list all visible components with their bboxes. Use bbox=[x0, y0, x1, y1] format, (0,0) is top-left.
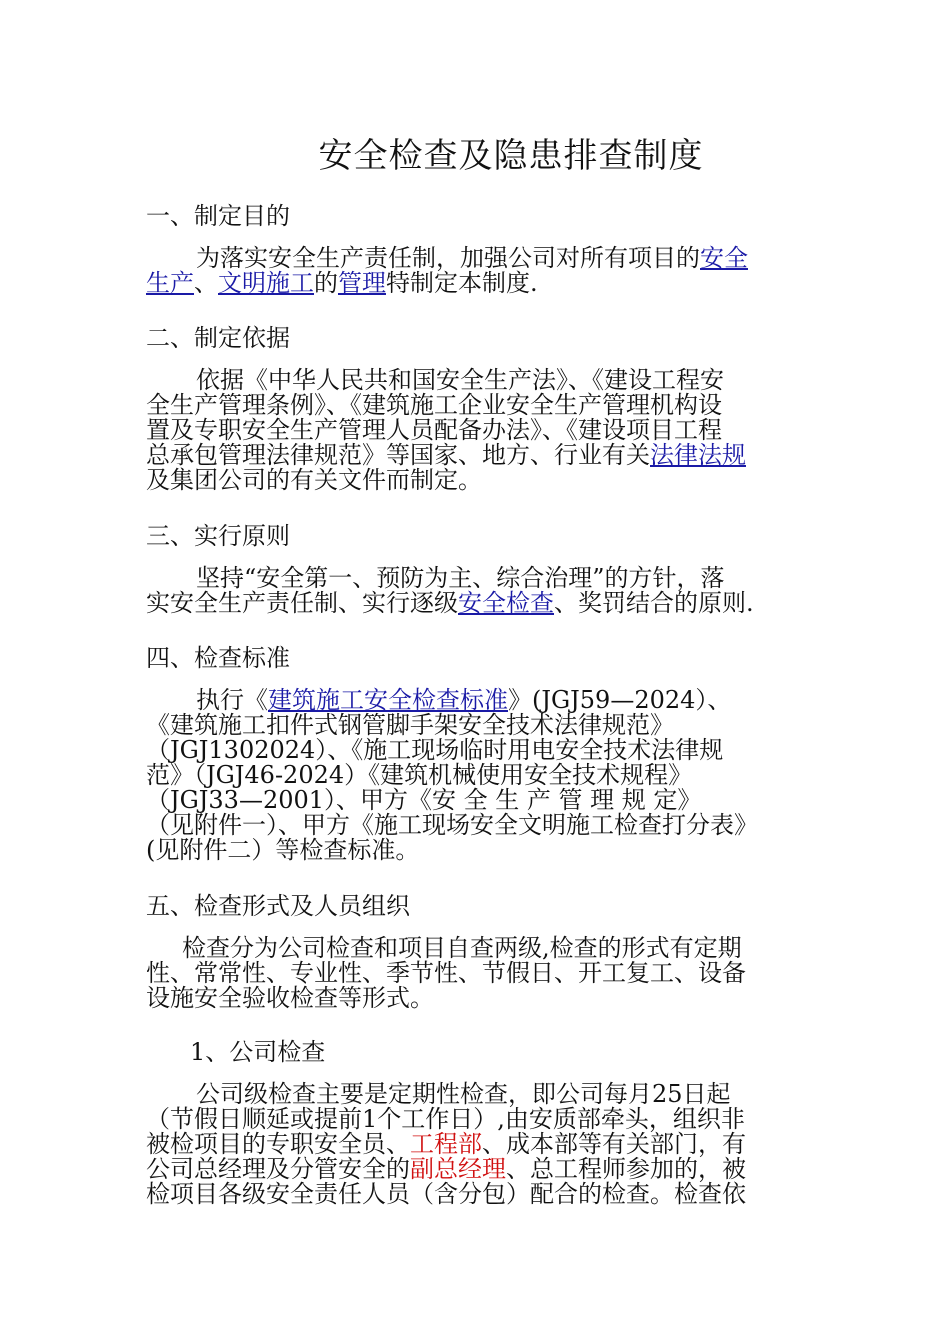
text-line: 公司级检查主要是定期性检查，即公司每月25日起 bbox=[196, 1080, 731, 1108]
link-inspection-standard[interactable]: 建筑施工安全检查标准 bbox=[268, 686, 508, 714]
text-line bbox=[146, 1132, 806, 1157]
paragraph-forms bbox=[146, 936, 806, 1011]
text-line: 置及专职安全生产管理人员配备办法》、《建设项目工程 bbox=[146, 416, 722, 444]
text-line: 设施安全验收检查等形式。 bbox=[146, 984, 434, 1012]
text-line bbox=[146, 688, 806, 713]
text-line: （JGJ1302024）、《施工现场临时用电安全技术法律规 bbox=[146, 736, 724, 764]
paragraph-principles bbox=[146, 566, 806, 616]
text-line: 依据《中华人民共和国安全生产法》、《建设工程安 bbox=[196, 366, 724, 394]
link-safety-production-cont[interactable]: 生产 bbox=[146, 269, 194, 297]
text-line bbox=[146, 271, 806, 296]
paragraph-company-inspection bbox=[146, 1082, 806, 1207]
paragraph-purpose bbox=[146, 246, 806, 296]
text-run: 、成本部等有关部门，有 bbox=[482, 1130, 746, 1158]
text-run: 的 bbox=[314, 269, 338, 297]
text-line bbox=[146, 246, 806, 271]
section-heading-purpose: 一、制定目的 bbox=[146, 202, 290, 230]
text-run: 总承包管理法律规范》等国家、地方、行业有关 bbox=[146, 441, 650, 469]
text-line bbox=[146, 591, 806, 616]
paragraph-standards bbox=[146, 688, 806, 863]
text-line: 坚持“安全第一、预防为主、综合治理”的方针，落 bbox=[196, 564, 725, 592]
text-run: 实安全生产责任制、实行逐级 bbox=[146, 589, 458, 617]
highlight-engineering-dept: 工程部 bbox=[410, 1130, 482, 1158]
text-line: 检查分为公司检查和项目自查两级,检查的形式有定期 bbox=[182, 934, 742, 962]
section-heading-principles: 三、实行原则 bbox=[146, 522, 290, 550]
subsection-heading-company-inspection: 1、公司检查 bbox=[190, 1038, 326, 1066]
section-heading-forms: 五、检查形式及人员组织 bbox=[146, 892, 410, 920]
document-title: 安全检查及隐患排查制度 bbox=[318, 136, 704, 176]
text-run: 》(JGJ59—2024）、 bbox=[508, 686, 732, 714]
text-line: 及集团公司的有关文件而制定。 bbox=[146, 466, 482, 494]
text-line bbox=[146, 443, 806, 468]
paragraph-basis bbox=[146, 368, 806, 493]
text-run: 执行《 bbox=[196, 686, 268, 714]
section-heading-standards: 四、检查标准 bbox=[146, 644, 290, 672]
text-line: （节假日顺延或提前1个工作日）,由安质部牵头，组织非 bbox=[146, 1105, 745, 1133]
text-line: （见附件一）、甲方《施工现场安全文明施工检查打分表》 bbox=[146, 811, 758, 839]
text-run: 、奖罚结合的原则. bbox=[554, 589, 754, 617]
highlight-deputy-gm: 副总经理 bbox=[410, 1155, 506, 1183]
text-run: 为落实安全生产责任制，加强公司对所有项目的 bbox=[196, 244, 700, 272]
text-run: 特制定本制度. bbox=[386, 269, 538, 297]
text-line: 检项目各级安全责任人员（含分包）配合的检查。检查依 bbox=[146, 1180, 746, 1208]
text-run: 、 bbox=[194, 269, 218, 297]
section-heading-basis: 二、制定依据 bbox=[146, 324, 290, 352]
text-run: 、总工程师参加的，被 bbox=[506, 1155, 746, 1183]
text-line: （JGJ33—2001）、甲方《安 全 生 产 管 理 规 定》 bbox=[146, 786, 702, 814]
text-run: 被检项目的专职安全员、 bbox=[146, 1130, 410, 1158]
link-laws-regulations[interactable]: 法律法规 bbox=[650, 441, 746, 469]
link-management[interactable]: 管理 bbox=[338, 269, 386, 297]
text-run: 公司总经理及分管安全的 bbox=[146, 1155, 410, 1183]
link-safety-inspection[interactable]: 安全检查 bbox=[458, 589, 554, 617]
link-civilized-construction[interactable]: 文明施工 bbox=[218, 269, 314, 297]
link-safety-production[interactable]: 安全 bbox=[700, 244, 748, 272]
text-line: 全生产管理条例》、《建筑施工企业安全生产管理机构设 bbox=[146, 391, 722, 419]
text-line: (见附件二）等检查标准。 bbox=[146, 836, 420, 864]
text-line: 范》（JGJ46-2024）《建筑机械使用安全技术规程》 bbox=[146, 761, 693, 789]
text-line: 《建筑施工扣件式钢管脚手架安全技术法律规范》 bbox=[146, 711, 674, 739]
text-line: 性、常常性、专业性、季节性、节假日、开工复工、设备 bbox=[146, 959, 746, 987]
text-line bbox=[146, 1157, 806, 1182]
